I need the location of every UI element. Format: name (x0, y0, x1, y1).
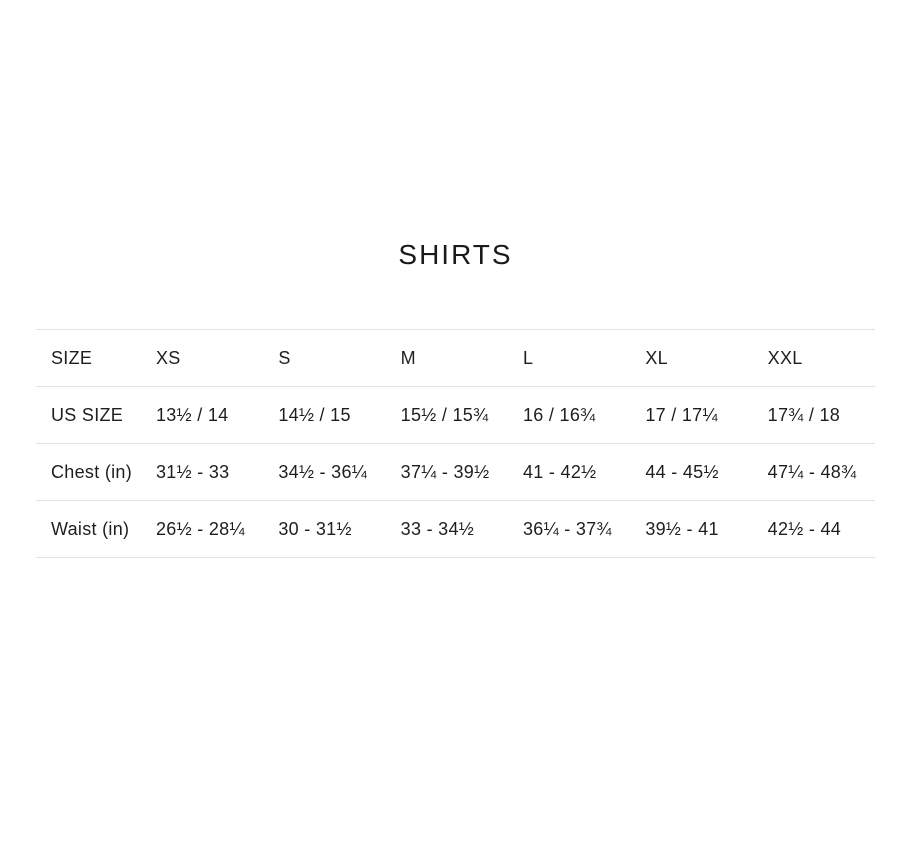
table-row-waist (36, 501, 875, 558)
column-header-size: SIZE (36, 330, 141, 387)
size-cell: 39½ - 41 (630, 501, 752, 558)
size-cell: 36¼ - 37¾ (508, 501, 630, 558)
size-cell: 41 - 42½ (508, 444, 630, 501)
column-header-m: M (386, 330, 508, 387)
size-cell: 30 - 31½ (263, 501, 385, 558)
table-row-us-size (36, 387, 875, 444)
table-row-chest (36, 444, 875, 501)
row-label: Waist (in) (36, 501, 141, 558)
column-header-xxl: XXL (753, 330, 875, 387)
column-header-xs: XS (141, 330, 263, 387)
column-header-l: L (508, 330, 630, 387)
row-label: US SIZE (36, 387, 141, 444)
size-chart (36, 0, 875, 558)
size-cell: 42½ - 44 (753, 501, 875, 558)
size-cell: 16 / 16¾ (508, 387, 630, 444)
size-cell: 17 / 17¼ (630, 387, 752, 444)
size-cell: 37¼ - 39½ (386, 444, 508, 501)
row-label: Chest (in) (36, 444, 141, 501)
size-cell: 33 - 34½ (386, 501, 508, 558)
size-cell: 15½ / 15¾ (386, 387, 508, 444)
size-table-header-row (36, 330, 875, 387)
size-cell: 17¾ / 18 (753, 387, 875, 444)
size-cell: 34½ - 36¼ (263, 444, 385, 501)
size-cell: 26½ - 28¼ (141, 501, 263, 558)
size-cell: 14½ / 15 (263, 387, 385, 444)
column-header-xl: XL (630, 330, 752, 387)
size-cell: 47¼ - 48¾ (753, 444, 875, 501)
size-table (36, 329, 875, 558)
size-chart-title: SHIRTS (398, 239, 513, 270)
size-cell: 13½ / 14 (141, 387, 263, 444)
size-cell: 31½ - 33 (141, 444, 263, 501)
size-cell: 44 - 45½ (630, 444, 752, 501)
column-header-s: S (263, 330, 385, 387)
